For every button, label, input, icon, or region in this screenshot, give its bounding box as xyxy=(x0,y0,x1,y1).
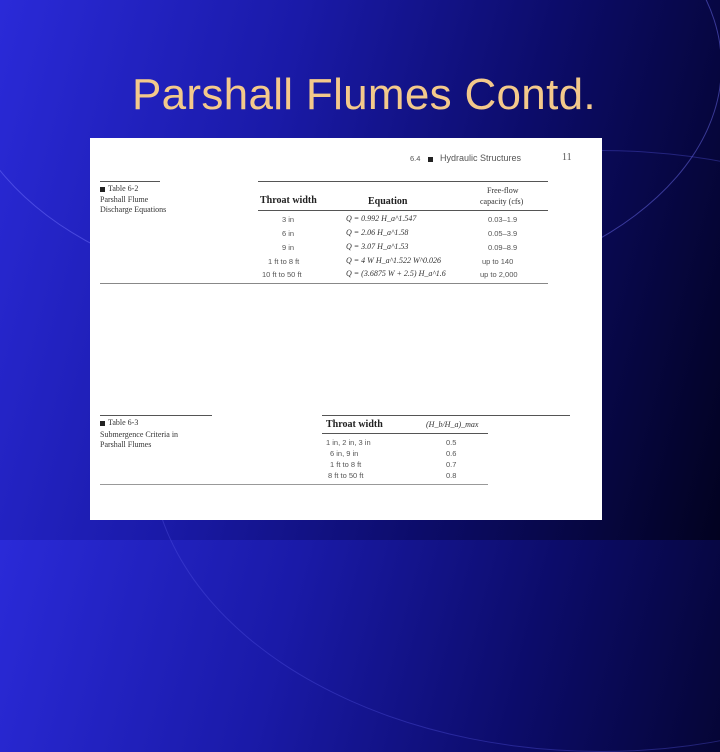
table-cell: 10 ft to 50 ft xyxy=(262,270,302,279)
table2-caption: Parshall Flumes xyxy=(100,440,152,449)
scanned-page xyxy=(90,138,602,520)
slide-title: Parshall Flumes Contd. xyxy=(132,70,596,119)
bullet-square-icon xyxy=(428,157,433,162)
table-cell: 8 ft to 50 ft xyxy=(328,471,364,480)
table1-header-equation: Equation xyxy=(368,196,408,207)
table-cell: 0.7 xyxy=(446,460,457,469)
page-ref: 6.4 xyxy=(410,154,421,163)
table-cell: 6 in, 9 in xyxy=(330,449,359,458)
rule xyxy=(100,283,548,284)
bullet-square-icon xyxy=(100,187,105,192)
table-cell: 0.8 xyxy=(446,471,457,480)
table1-header-capacity: capacity (cfs) xyxy=(480,197,524,206)
table-cell: 0.03–1.9 xyxy=(488,215,518,224)
table1-caption: Discharge Equations xyxy=(100,205,167,214)
table-cell: 1 in, 2 in, 3 in xyxy=(326,438,371,447)
rule xyxy=(322,415,570,416)
table1-header-throat: Throat width xyxy=(260,195,317,206)
rule xyxy=(322,433,488,434)
rule xyxy=(100,484,488,485)
table-cell: 1 ft to 8 ft xyxy=(268,257,300,266)
table-cell: 6 in xyxy=(282,229,295,238)
table1-caption: Parshall Flume xyxy=(100,195,149,204)
table-cell: Q = 3.07 H_a^1.53 xyxy=(346,242,409,251)
table-cell: up to 140 xyxy=(482,257,514,266)
table-cell: Q = 4 W H_a^1.522 W^0.026 xyxy=(346,256,442,265)
rule xyxy=(258,181,548,182)
table-cell: Q = 0.992 H_a^1.547 xyxy=(346,214,417,223)
table-cell: 0.05–3.9 xyxy=(488,229,518,238)
table-cell: 0.09–8.9 xyxy=(488,243,518,252)
table-cell: up to 2,000 xyxy=(480,270,518,279)
table-cell: 0.6 xyxy=(446,449,457,458)
table-cell: 1 ft to 8 ft xyxy=(330,460,362,469)
rule xyxy=(100,415,212,416)
table2-caption: Submergence Criteria in xyxy=(100,430,179,439)
page-number: 11 xyxy=(562,152,572,163)
bullet-square-icon xyxy=(100,421,105,426)
rule xyxy=(258,210,548,211)
table1-label: Table 6-2 xyxy=(100,185,138,193)
rule xyxy=(100,181,160,182)
table1-header-capacity: Free-flow xyxy=(487,186,519,195)
table-cell: Q = 2.06 H_a^1.58 xyxy=(346,228,409,237)
section-title: Hydraulic Structures xyxy=(440,153,522,163)
table-cell: 0.5 xyxy=(446,438,457,447)
table2-header-ratio: (H_b/H_a)_max xyxy=(426,420,479,429)
table-cell: Q = (3.6875 W + 2.5) H_a^1.6 xyxy=(346,269,446,278)
table2-label: Table 6-3 xyxy=(100,419,138,427)
table-cell: 9 in xyxy=(282,243,295,252)
table-cell: 3 in xyxy=(282,215,295,224)
table2-header-throat: Throat width xyxy=(326,419,383,430)
